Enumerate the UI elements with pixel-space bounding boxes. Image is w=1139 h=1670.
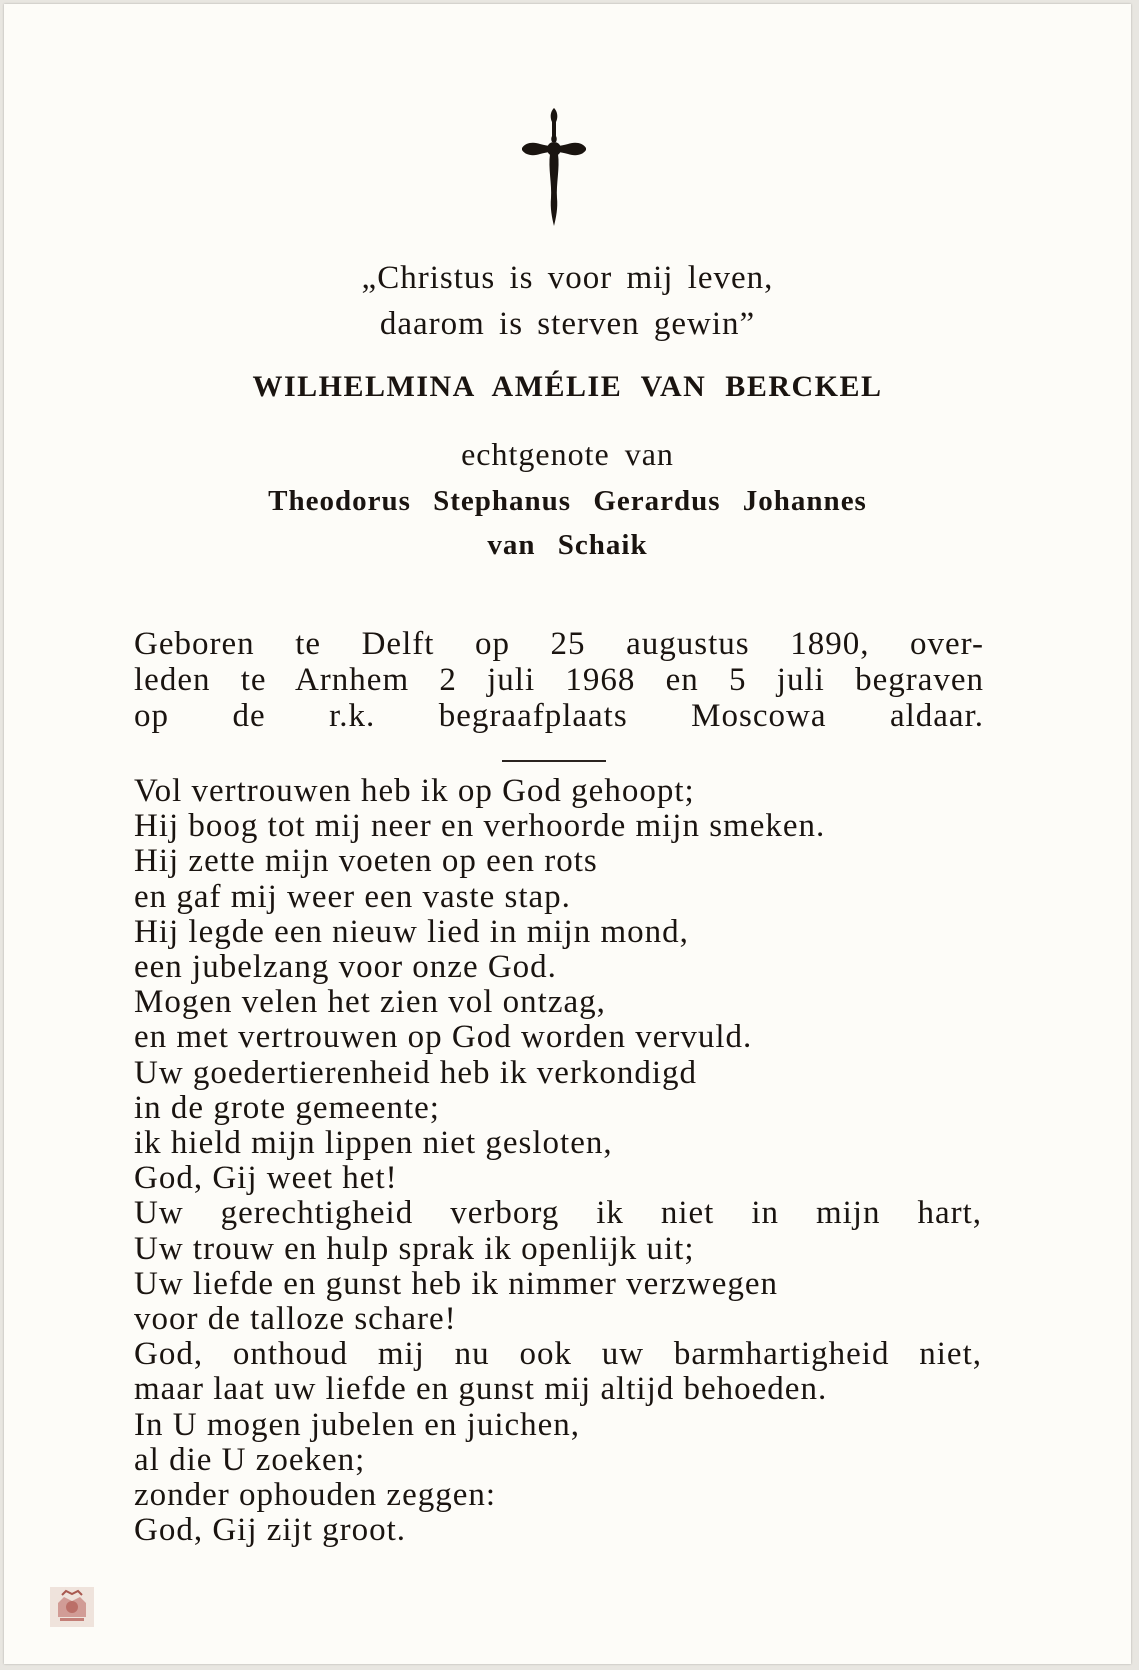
deceased-name: WILHELMINA AMÉLIE VAN BERCKEL <box>252 370 883 403</box>
poem-line: voor de talloze schare! <box>134 1301 457 1338</box>
poem-line: God, Gij zijt groot. <box>134 1512 407 1549</box>
cross-icon <box>522 108 586 226</box>
poem-line: Hij legde een nieuw lied in mijn mond, <box>134 913 689 950</box>
spouse-name-line-1: Theodorus Stephanus Gerardus Johannes <box>268 485 867 517</box>
poem-line: maar laat uw liefde en gunst mij altijd behoeden. <box>134 1371 828 1408</box>
poem-line: al die U zoeken; <box>134 1441 366 1478</box>
poem-line: God, onthoud mij nu ook uw barmhartigheid niet, <box>134 1336 982 1373</box>
poem-line: Uw gerechtigheid verborg ik niet in mijn hart, <box>134 1195 982 1232</box>
poem-line: Uw trouw en hulp sprak ik openlijk uit; <box>134 1230 695 1267</box>
divider <box>502 760 606 762</box>
poem-line: en met vertrouwen op God worden vervuld. <box>134 1019 753 1056</box>
bio-line: op de r.k. begraafplaats Moscowa aldaar. <box>134 698 984 734</box>
poem <box>134 774 1004 1548</box>
poem-line: zonder ophouden zeggen: <box>134 1477 497 1514</box>
poem-line: In U mogen jubelen en juichen, <box>134 1406 581 1443</box>
poem-line: Vol vertrouwen heb ik op God gehoopt; <box>134 773 695 809</box>
spouse-name-line-2: van Schaik <box>487 529 648 561</box>
poem-line: Uw liefde en gunst heb ik nimmer verzwegen <box>134 1265 779 1302</box>
quote-line-2: daarom is sterven gewin” <box>379 306 756 342</box>
archive-seal-icon <box>50 1587 94 1627</box>
poem-line: Mogen velen het zien vol ontzag, <box>134 984 606 1021</box>
bio-line: leden te Arnhem 2 juli 1968 en 5 juli begraven <box>134 662 984 698</box>
memorial-card <box>4 4 1131 1664</box>
biography <box>134 626 984 734</box>
poem-line: God, Gij weet het! <box>134 1160 398 1197</box>
poem-line: Hij zette mijn voeten op een rots <box>134 843 598 880</box>
bio-line: Geboren te Delft op 25 augustus 1890, over- <box>134 626 984 662</box>
poem-line: een jubelzang voor onze God. <box>134 949 557 986</box>
spouse-intro: echtgenote van <box>461 436 674 472</box>
poem-line: Hij boog tot mij neer en verhoorde mijn smeken. <box>134 808 826 845</box>
poem-line: en gaf mij weer een vaste stap. <box>134 878 571 915</box>
quote-line-1: „Christus is voor mij leven, <box>361 260 774 296</box>
poem-line: Uw goedertierenheid heb ik verkondigd <box>134 1054 698 1091</box>
poem-line: in de grote gemeente; <box>134 1089 440 1126</box>
poem-line: ik hield mijn lippen niet gesloten, <box>134 1125 613 1162</box>
